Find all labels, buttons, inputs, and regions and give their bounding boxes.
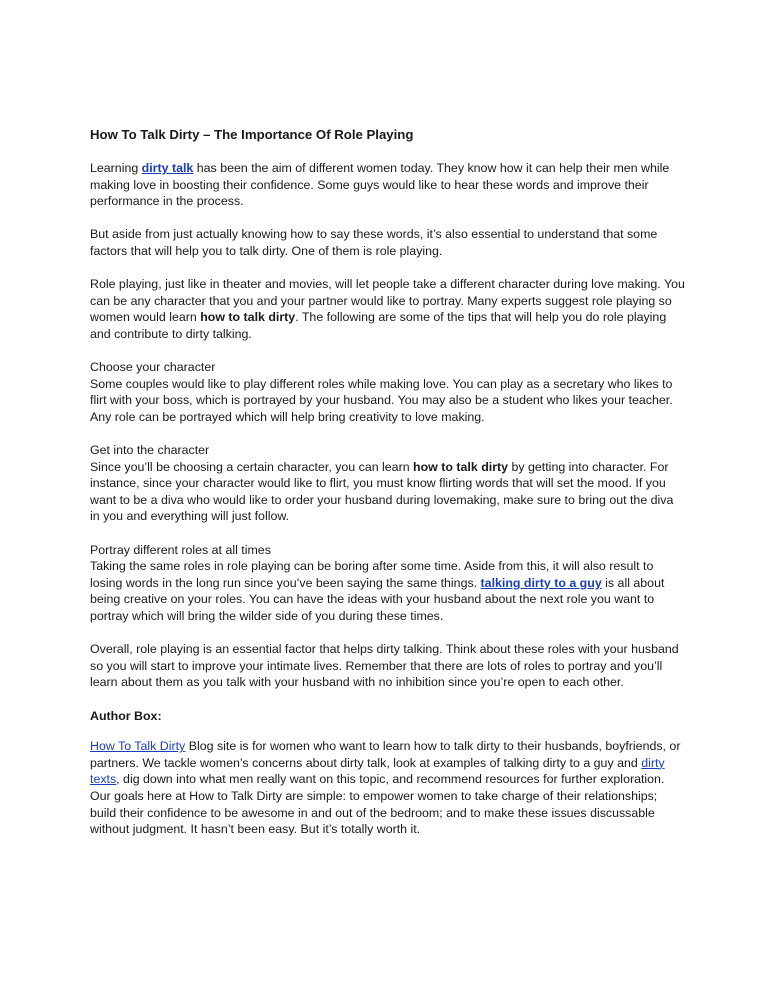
s2-text-post: by getting into character. For instance, since your character would like to flirt, you must know flirting words that will set the mood. If you want to be a diva who would like to order your husband during lovemaking, make sure to bring out the diva in you and everything will just follow. xyxy=(90,459,674,524)
s2-text-pre: Since you’ll be choosing a certain character, you can learn xyxy=(90,459,414,474)
paragraph-role-playing-theater xyxy=(90,276,685,342)
talking-dirty-to-a-guy-link[interactable]: talking dirty to a guy xyxy=(480,575,602,590)
section-heading-portray-roles: Portray different roles at all times xyxy=(90,542,271,557)
paragraph-overall: Overall, role playing is an essential factor that helps dirty talking. Think about these roles with your husband so you will start to improve your intimate lives. Remember that there are lots of roles to portray and you’ll learn about them as you talk with your husband with no inhibition since you’re open to each other. xyxy=(90,642,679,690)
section-choose-character xyxy=(90,359,685,425)
author-box-heading: Author Box: xyxy=(90,708,162,723)
dirty-texts-link[interactable]: dirty texts xyxy=(90,755,665,787)
author-text-post: , dig down into what men really want on this topic, and recommend resources for further exploration. Our goals here at How to Talk Dirty are simple: to empower women to take charge of their relationships; build their confidence to be awesome in and out of the bedroom; and to make these issues discussable without judgment. It hasn’t been easy. But it’s totally worth it. xyxy=(90,772,665,837)
p3-text-post: . The following are some of the tips that will help you do role playing and contribute to dirty talking. xyxy=(90,310,667,341)
section-get-into-character xyxy=(90,442,685,525)
s3-text-pre: Taking the same roles in role playing can be boring after some time. Aside from this, it will also result to losing words in the long run since you’ve been saying the same things. xyxy=(90,559,654,590)
p3-text-pre: Role playing, just like in theater and movies, will let people take a different character during love making. You can be any character that you and your partner would like to portray. Many experts suggest role playing so women would learn xyxy=(90,277,685,325)
section-heading-get-into-character: Get into the character xyxy=(90,443,210,458)
s3-text-post: is all about being creative on your roles. You can have the ideas with your husband about the next role you want to portray which will bring the wilder side of you during these times. xyxy=(90,575,665,624)
s2-bold-phrase: how to talk dirty xyxy=(413,459,509,474)
intro-text-post: has been the aim of different women today. They know how it can help their men while making love in boosting their confidence. Some guys would like to hear these words and improve their performance in the process. xyxy=(90,161,670,209)
intro-paragraph xyxy=(90,160,685,210)
intro-text-pre: Learning xyxy=(90,161,142,175)
article-title: How To Talk Dirty – The Importance Of Role Playing xyxy=(90,127,414,142)
p3-bold-phrase: how to talk dirty xyxy=(200,310,296,325)
paragraph-role-playing-intro: But aside from just actually knowing how to say these words, it’s also essential to understand that some factors that will help you to talk dirty. One of them is role playing. xyxy=(90,227,658,258)
author-text-mid: Blog site is for women who want to learn how to talk dirty to their husbands, boyfriends, or partners. We tackle women’s concerns about dirty talk, look at examples of talking dirty to a guy and xyxy=(90,739,681,770)
dirty-talk-link[interactable]: dirty talk xyxy=(141,161,194,175)
section-portray-roles xyxy=(90,542,685,625)
how-to-talk-dirty-link[interactable]: How To Talk Dirty xyxy=(90,739,186,754)
section-body-choose-character: Some couples would like to play different roles while making love. You can play as a secretary who likes to flirt with your boss, which is portrayed by your husband. You may also be a student who likes your teacher. Any role can be portrayed which will help bring creativity to love making. xyxy=(90,376,673,424)
document-body xyxy=(90,126,685,854)
section-heading-choose-character: Choose your character xyxy=(90,360,216,375)
author-box-paragraph xyxy=(90,738,685,838)
